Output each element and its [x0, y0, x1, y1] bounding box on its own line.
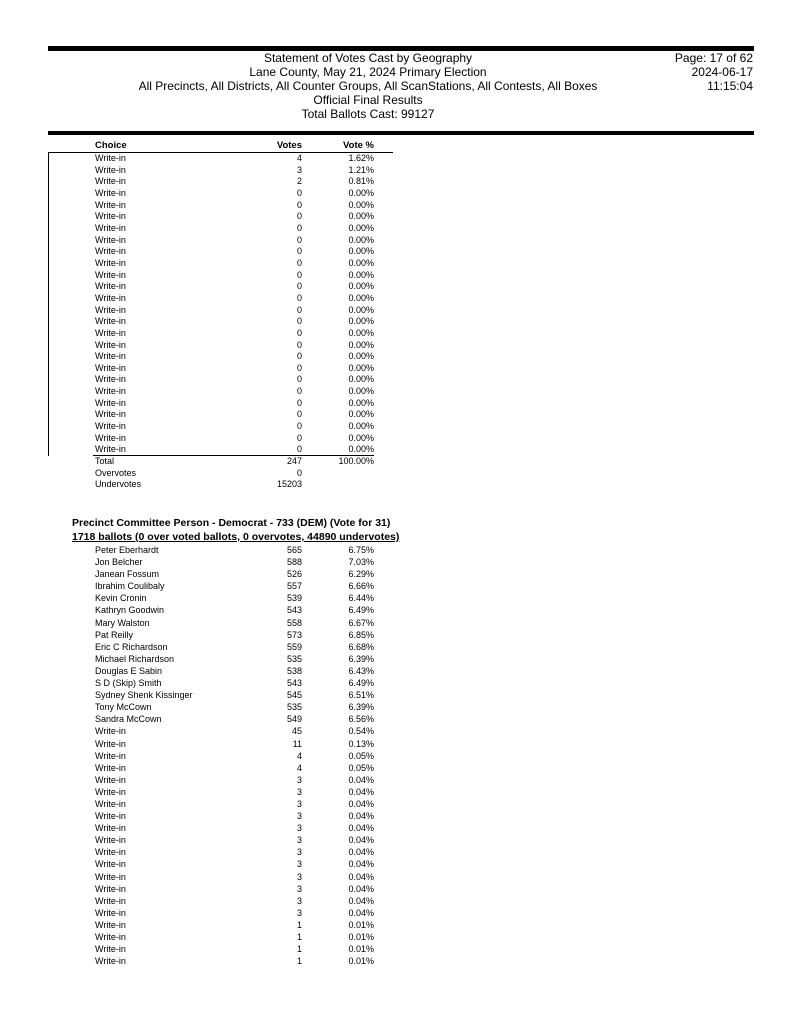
choice-cell: Sydney Shenk Kissinger — [95, 690, 193, 701]
pct-cell: 0.05% — [348, 762, 374, 773]
pct-cell: 0.04% — [348, 798, 374, 809]
table-row — [48, 895, 448, 907]
choice-cell: Write-in — [95, 798, 126, 809]
votes-cell: 3 — [296, 859, 302, 870]
choice-cell: Write-in — [95, 374, 126, 385]
choice-cell: Kevin Cronin — [95, 593, 147, 604]
votes-cell: 0 — [296, 269, 302, 280]
table-row — [48, 363, 393, 375]
table-row — [48, 738, 448, 750]
votes-cell: 558 — [286, 617, 302, 628]
table-row — [48, 665, 448, 677]
report-header — [48, 51, 688, 121]
pct-cell: 6.68% — [348, 641, 374, 652]
votes-cell: 565 — [286, 545, 302, 555]
report-subtitle: Lane County, May 21, 2024 Primary Election — [249, 65, 487, 79]
choice-cell: Write-in — [95, 859, 126, 870]
pct-cell: 6.56% — [348, 714, 374, 725]
votes-cell: 3 — [296, 798, 302, 809]
table-row — [48, 604, 448, 616]
choice-cell: Write-in — [95, 211, 126, 222]
table-row — [48, 786, 448, 798]
votes-cell: 0 — [296, 374, 302, 385]
pct-cell: 0.04% — [348, 895, 374, 906]
table-row — [48, 305, 393, 317]
choice-cell: Write-in — [95, 199, 126, 210]
votes-cell: 3 — [296, 871, 302, 882]
table-row — [48, 580, 448, 592]
table-row — [48, 386, 393, 398]
votes-cell: 3 — [296, 895, 302, 906]
pct-cell: 6.85% — [348, 629, 374, 640]
votes-cell: 3 — [296, 774, 302, 785]
table-row — [48, 955, 448, 967]
table-row — [48, 641, 448, 653]
column-header-pct: Vote % — [343, 140, 374, 151]
choice-cell: Write-in — [95, 762, 126, 773]
votes-cell: 0 — [296, 257, 302, 268]
votes-cell: 0 — [296, 362, 302, 373]
column-header-choice: Choice — [95, 140, 127, 151]
votes-cell: 0 — [296, 187, 302, 198]
votes-cell: 0 — [296, 327, 302, 338]
table-header-row — [48, 139, 393, 152]
pct-cell: 0.00% — [348, 187, 374, 198]
pct-cell: 6.66% — [348, 581, 374, 592]
votes-cell: 526 — [286, 569, 302, 580]
choice-cell: Write-in — [95, 835, 126, 846]
pct-cell: 0.00% — [348, 362, 374, 373]
votes-cell: 0 — [296, 397, 302, 408]
votes-cell: 4 — [296, 153, 302, 163]
votes-cell: 3 — [296, 883, 302, 894]
pct-cell: 0.00% — [348, 339, 374, 350]
choice-cell: Write-in — [95, 269, 126, 280]
pct-cell: 1.62% — [348, 153, 374, 163]
votes-cell: 0 — [296, 386, 302, 397]
table-row — [48, 762, 448, 774]
page-number: Page: 17 of 62 — [674, 51, 753, 65]
votes-cell: 559 — [286, 641, 302, 652]
table-row — [48, 822, 448, 834]
votes-cell: 0 — [296, 444, 302, 455]
choice-cell: Write-in — [95, 750, 126, 761]
pct-cell: 0.00% — [348, 199, 374, 210]
votes-cell: 1 — [296, 956, 302, 967]
pct-cell: 0.54% — [348, 726, 374, 737]
table-row — [48, 200, 393, 212]
pct-cell: 6.75% — [348, 545, 374, 555]
pct-cell: 6.49% — [348, 678, 374, 689]
votes-cell: 543 — [286, 678, 302, 689]
choice-cell: Write-in — [95, 847, 126, 858]
pct-cell: 0.04% — [348, 811, 374, 822]
choice-cell: Jon Belcher — [95, 557, 143, 568]
votes-cell: 1 — [296, 919, 302, 930]
pct-cell: 0.00% — [348, 397, 374, 408]
choice-cell: Write-in — [95, 895, 126, 906]
pct-cell — [302, 468, 374, 480]
votes-cell: 1 — [296, 944, 302, 955]
votes-cell: 11 — [292, 738, 302, 749]
choice-cell: Peter Eberhardt — [95, 545, 159, 555]
choice-cell: Write-in — [95, 871, 126, 882]
pct-cell: 0.00% — [348, 327, 374, 338]
choice-cell: Write-in — [95, 316, 126, 327]
pct-cell — [302, 479, 374, 491]
total-ballots-cast: Total Ballots Cast: 99127 — [301, 107, 435, 121]
choice-cell: Write-in — [95, 786, 126, 797]
pct-cell: 6.43% — [348, 665, 374, 676]
table-row — [48, 677, 448, 689]
choice-cell: Mary Walston — [95, 617, 150, 628]
pct-cell: 0.00% — [348, 269, 374, 280]
pct-cell: 0.04% — [348, 835, 374, 846]
pct-cell: 6.67% — [348, 617, 374, 628]
choice-cell: Kathryn Goodwin — [95, 605, 165, 616]
choice-cell: Write-in — [95, 444, 126, 455]
choice-cell: Write-in — [95, 409, 126, 420]
choice-cell: Write-in — [95, 351, 126, 362]
choice-results-table — [48, 139, 393, 491]
choice-cell: Write-in — [95, 944, 126, 955]
results-status: Official Final Results — [313, 93, 423, 107]
table-row — [48, 774, 448, 786]
table-row — [48, 165, 393, 177]
table-row — [48, 568, 448, 580]
votes-cell: 0 — [296, 234, 302, 245]
pct-cell: 0.00% — [348, 421, 374, 432]
pct-cell: 0.01% — [348, 944, 374, 955]
table-row — [48, 629, 448, 641]
choice-cell: Write-in — [95, 176, 126, 187]
table-row — [48, 846, 448, 858]
choice-cell: Write-in — [95, 386, 126, 397]
votes-cell: 3 — [296, 823, 302, 834]
choice-cell: Write-in — [95, 956, 126, 967]
table-row — [48, 810, 448, 822]
summary-row — [48, 479, 393, 491]
table-row — [48, 316, 393, 328]
votes-cell: 0 — [296, 339, 302, 350]
choice-cell: Write-in — [95, 164, 126, 175]
choice-cell: Michael Richardson — [95, 653, 175, 664]
table-row — [48, 223, 393, 235]
pct-cell: 0.00% — [348, 234, 374, 245]
table-row — [48, 750, 448, 762]
contest-ballots-line: 1718 ballots (0 over voted ballots, 0 overvotes, 44890 undervotes) — [72, 531, 400, 543]
pct-cell: 6.44% — [348, 593, 374, 604]
choice-cell: Write-in — [95, 432, 126, 443]
votes-cell: 0 — [296, 421, 302, 432]
pct-cell: 6.39% — [348, 702, 374, 713]
pct-cell: 0.04% — [348, 883, 374, 894]
votes-cell: 0 — [296, 304, 302, 315]
pct-cell: 0.00% — [348, 374, 374, 385]
votes-cell: 549 — [286, 714, 302, 725]
choice-cell: Write-in — [95, 421, 126, 432]
table-row — [48, 188, 393, 200]
pct-cell: 6.49% — [348, 605, 374, 616]
pct-cell: 0.81% — [348, 176, 374, 187]
table-row — [48, 689, 448, 701]
choice-cell: Write-in — [95, 919, 126, 930]
choice-cell: Write-in — [95, 292, 126, 303]
choice-cell: Write-in — [95, 823, 126, 834]
pct-cell: 7.03% — [348, 557, 374, 568]
table-row — [48, 617, 448, 629]
choice-cell: Eric C Richardson — [95, 641, 168, 652]
table-row — [48, 374, 393, 386]
choice-cell: Write-in — [95, 222, 126, 233]
pct-cell: 0.04% — [348, 847, 374, 858]
report-scope: All Precincts, All Districts, All Counter Groups, All ScanStations, All Contests, All Boxes — [138, 79, 598, 93]
choice-cell: Write-in — [95, 774, 126, 785]
choice-cell: Write-in — [95, 907, 126, 918]
table-row — [48, 556, 448, 568]
votes-cell: 0 — [296, 432, 302, 443]
table-row — [48, 293, 393, 305]
pct-cell: 0.00% — [348, 222, 374, 233]
choice-cell: Write-in — [95, 738, 126, 749]
contest-section — [48, 516, 448, 967]
table-row — [48, 433, 393, 445]
pct-cell: 0.00% — [348, 211, 374, 222]
votes-cell: 0 — [296, 281, 302, 292]
pct-cell: 0.00% — [348, 292, 374, 303]
votes-cell: 0 — [296, 409, 302, 420]
choice-cell: Undervotes — [95, 479, 142, 490]
votes-cell: 0 — [296, 246, 302, 257]
report-meta — [613, 51, 753, 93]
choice-cell: Total — [95, 456, 115, 467]
votes-cell: 538 — [286, 665, 302, 676]
contest-table-body — [48, 544, 448, 967]
votes-cell: 0 — [296, 351, 302, 362]
table-row — [48, 834, 448, 846]
choice-cell: Write-in — [95, 246, 126, 257]
choice-cell: Write-in — [95, 327, 126, 338]
choice-cell: Sandra McCown — [95, 714, 162, 725]
table-row — [48, 701, 448, 713]
report-date: 2024-06-17 — [691, 65, 753, 79]
contest-title: Precinct Committee Person - Democrat - 733 (DEM) (Vote for 31) — [72, 517, 391, 529]
choice-cell: Ibrahim Coulibaly — [95, 581, 165, 592]
pct-cell: 1.21% — [348, 164, 374, 175]
choice-cell: Write-in — [95, 726, 126, 737]
table-row — [48, 421, 393, 433]
pct-cell: 0.00% — [348, 444, 374, 455]
votes-cell: 3 — [296, 847, 302, 858]
votes-cell: 0 — [296, 292, 302, 303]
header-divider-rule — [48, 131, 754, 135]
choice-table-body — [48, 153, 393, 456]
votes-cell: 2 — [296, 176, 302, 187]
pct-cell: 0.00% — [348, 281, 374, 292]
table-row — [48, 235, 393, 247]
table-row — [48, 858, 448, 870]
table-row — [48, 653, 448, 665]
choice-cell: Write-in — [95, 187, 126, 198]
summary-row — [48, 468, 393, 480]
choice-table-summary — [48, 456, 393, 491]
table-row — [48, 328, 393, 340]
pct-cell: 6.51% — [348, 690, 374, 701]
table-row — [48, 907, 448, 919]
choice-cell: Tony McCown — [95, 702, 152, 713]
votes-cell: 543 — [286, 605, 302, 616]
table-row — [48, 444, 393, 456]
table-row — [48, 931, 448, 943]
choice-cell: Janean Fossum — [95, 569, 160, 580]
table-row — [48, 883, 448, 895]
pct-cell: 0.04% — [348, 907, 374, 918]
votes-cell: 45 — [291, 726, 302, 737]
votes-cell: 545 — [286, 690, 302, 701]
pct-cell: 0.01% — [348, 919, 374, 930]
report-title: Statement of Votes Cast by Geography — [263, 51, 473, 65]
pct-cell: 0.04% — [348, 871, 374, 882]
votes-cell: 3 — [296, 786, 302, 797]
votes-cell: 0 — [296, 467, 302, 478]
choice-cell: Pat Reilly — [95, 629, 134, 640]
votes-cell: 4 — [296, 762, 302, 773]
pct-cell: 6.39% — [348, 653, 374, 664]
table-row — [48, 725, 448, 737]
votes-cell: 535 — [286, 653, 302, 664]
pct-cell: 0.00% — [348, 246, 374, 257]
table-row — [48, 270, 393, 282]
pct-cell: 0.00% — [348, 409, 374, 420]
table-row — [48, 592, 448, 604]
votes-cell: 557 — [286, 581, 302, 592]
table-row — [48, 211, 393, 223]
choice-cell: Overvotes — [95, 467, 137, 478]
votes-cell: 0 — [296, 211, 302, 222]
pct-cell: 0.04% — [348, 774, 374, 785]
table-row — [48, 713, 448, 725]
table-header — [48, 139, 393, 153]
table-row — [48, 544, 448, 556]
votes-cell: 15203 — [276, 479, 302, 490]
choice-cell: Write-in — [95, 281, 126, 292]
pct-cell: 0.04% — [348, 823, 374, 834]
table-row — [48, 871, 448, 883]
choice-cell: Write-in — [95, 932, 126, 942]
pct-cell: 0.05% — [348, 750, 374, 761]
pct-cell: 0.00% — [348, 386, 374, 397]
pct-cell: 0.00% — [348, 432, 374, 443]
choice-cell: Write-in — [95, 304, 126, 315]
votes-cell: 588 — [286, 557, 302, 568]
votes-cell: 539 — [286, 593, 302, 604]
pct-cell: 0.00% — [348, 304, 374, 315]
votes-cell: 573 — [286, 629, 302, 640]
pct-cell: 0.04% — [348, 859, 374, 870]
votes-cell: 3 — [296, 907, 302, 918]
table-row — [48, 398, 393, 410]
votes-cell: 247 — [286, 456, 302, 467]
votes-cell: 3 — [296, 164, 302, 175]
choice-cell: Douglas E Sabin — [95, 665, 163, 676]
votes-cell: 535 — [286, 702, 302, 713]
votes-cell: 0 — [296, 222, 302, 233]
choice-cell: Write-in — [95, 257, 126, 268]
table-row — [48, 943, 448, 955]
choice-cell: Write-in — [95, 811, 126, 822]
pct-cell: 0.00% — [348, 257, 374, 268]
choice-cell: Write-in — [95, 883, 126, 894]
votes-cell: 3 — [296, 811, 302, 822]
choice-cell: Write-in — [95, 153, 126, 163]
table-row — [48, 340, 393, 352]
pct-cell: 0.00% — [348, 351, 374, 362]
pct-cell: 6.29% — [348, 569, 374, 580]
pct-cell: 0.01% — [348, 932, 374, 942]
choice-cell: Write-in — [95, 362, 126, 373]
summary-row — [48, 456, 393, 468]
choice-cell: S D (Skip) Smith — [95, 678, 162, 689]
table-row — [48, 153, 393, 165]
pct-cell: 0.13% — [348, 738, 374, 749]
votes-cell: 4 — [296, 750, 302, 761]
pct-cell: 0.04% — [348, 786, 374, 797]
table-row — [48, 919, 448, 931]
votes-cell: 3 — [296, 835, 302, 846]
votes-cell: 0 — [296, 199, 302, 210]
report-time: 11:15:04 — [707, 79, 753, 93]
table-row — [48, 798, 448, 810]
table-row — [48, 281, 393, 293]
votes-cell: 0 — [296, 316, 302, 327]
pct-cell: 100.00% — [338, 456, 374, 467]
choice-cell: Write-in — [95, 234, 126, 245]
column-header-votes: Votes — [276, 140, 302, 151]
choice-cell: Write-in — [95, 339, 126, 350]
table-row — [48, 409, 393, 421]
table-row — [48, 258, 393, 270]
table-row — [48, 246, 393, 258]
votes-cell: 1 — [296, 932, 302, 942]
choice-cell: Write-in — [95, 397, 126, 408]
pct-cell: 0.01% — [348, 956, 374, 967]
table-row — [48, 351, 393, 363]
pct-cell: 0.00% — [348, 316, 374, 327]
table-row — [48, 176, 393, 188]
